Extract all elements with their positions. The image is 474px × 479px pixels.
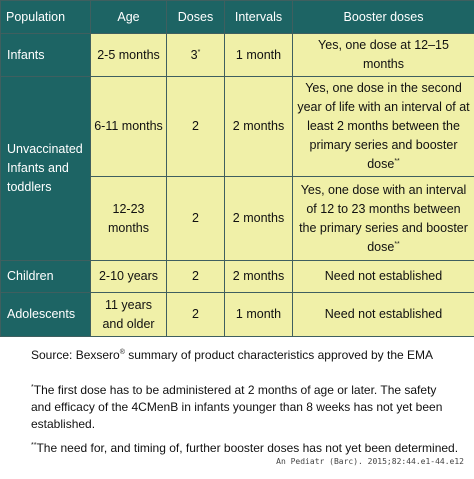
booster-cell: Yes, one dose at 12–15 months [293, 34, 474, 77]
age-cell: 11 years and older [91, 293, 167, 337]
header-booster-doses: Booster doses [293, 1, 474, 34]
interval-cell: 1 month [225, 34, 293, 77]
registered-mark: ® [119, 349, 125, 356]
footnote-mark: ** [394, 157, 400, 165]
doses-cell: 2 [167, 261, 225, 293]
age-cell: 2-5 months [91, 34, 167, 77]
population-cell: Children [1, 261, 91, 293]
age-cell: 12-23 months [91, 177, 167, 261]
source-line [31, 348, 433, 362]
doses-cell: 2 [167, 293, 225, 337]
footnote-mark: * [197, 48, 201, 56]
interval-cell: 2 months [225, 261, 293, 293]
doses-cell: 2 [167, 77, 225, 177]
booster-cell [293, 77, 474, 177]
footnote-mark: ** [31, 442, 37, 449]
doses-value: 3 [190, 47, 198, 62]
source-suffix: summary of product characteristics approved by the EMA [124, 348, 434, 362]
footnote-text: The first dose has to be administered at 2 months of age or later. The safety and efficacy of the 4CMenB in infants younger than 8 weeks has not yet been established. [31, 383, 443, 431]
interval-cell: 2 months [225, 77, 293, 177]
booster-cell: Need not established [293, 261, 474, 293]
booster-text: Yes, one dose with an interval of 12 to 23 months between the primary series and booster dose [299, 182, 468, 254]
table-row [1, 77, 474, 177]
population-cell: Adolescents [1, 293, 91, 337]
population-cell: Infants [1, 34, 91, 77]
age-cell: 2-10 years [91, 261, 167, 293]
citation: An Pediatr (Barc). 2015;82:44.e1-44.e12 [276, 457, 464, 466]
population-cell: Unvaccinated Infants and toddlers [1, 77, 91, 261]
table-row [1, 261, 474, 293]
booster-cell [293, 177, 474, 261]
header-intervals: Intervals [225, 1, 293, 34]
footnote-mark: * [31, 384, 34, 391]
header-age: Age [91, 1, 167, 34]
table-row [1, 293, 474, 337]
source-prefix: Source: Bexsero [31, 348, 120, 362]
table-row [1, 34, 474, 77]
footnote-mark: ** [394, 240, 400, 248]
doses-cell [167, 34, 225, 77]
header-doses: Doses [167, 1, 225, 34]
footnote-1 [31, 382, 451, 433]
interval-cell: 2 months [225, 177, 293, 261]
footnote-2 [31, 441, 458, 455]
table-header-row [1, 1, 474, 34]
age-cell: 6-11 months [91, 77, 167, 177]
footnote-text: The need for, and timing of, further booster doses has not yet been determined. [36, 441, 459, 455]
interval-cell: 1 month [225, 293, 293, 337]
header-population: Population [1, 1, 91, 34]
booster-cell: Need not established [293, 293, 474, 337]
booster-text: Yes, one dose in the second year of life with an interval of at least 2 months between the primary series and booster dose [297, 81, 470, 171]
doses-cell: 2 [167, 177, 225, 261]
